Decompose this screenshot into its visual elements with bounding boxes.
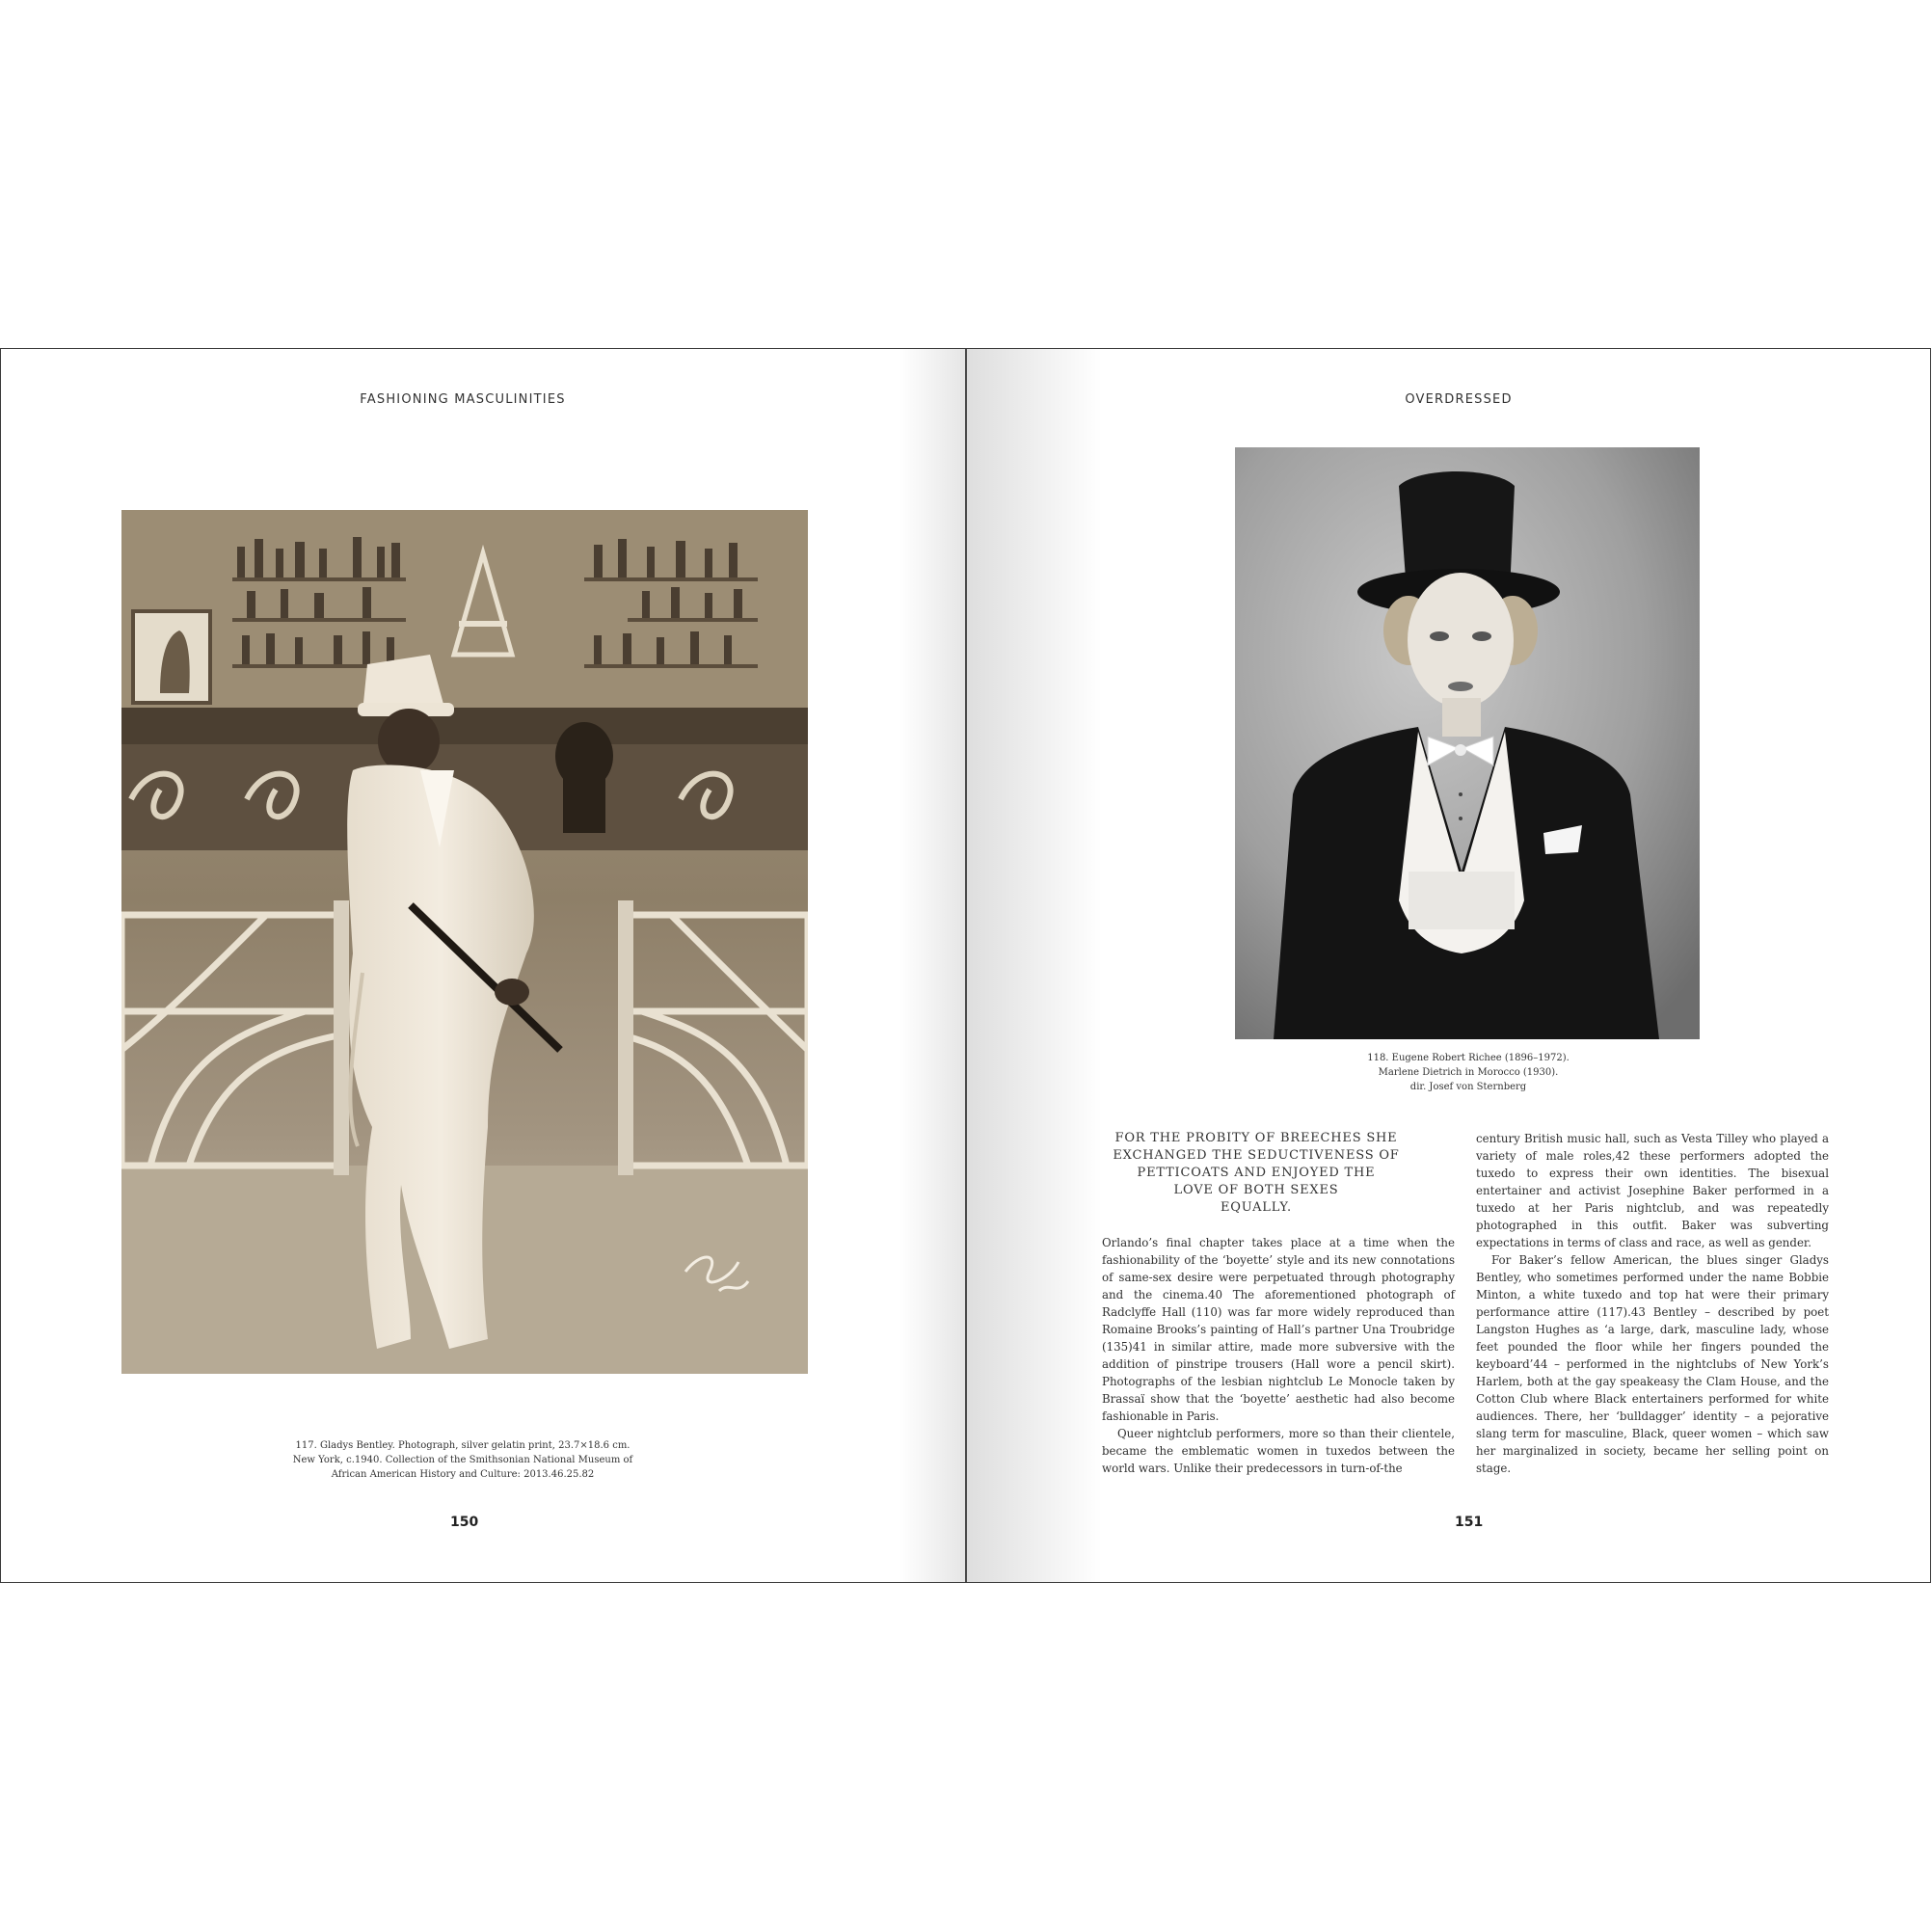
body-column-right xyxy=(1476,1130,1829,1477)
pull-quote-line: EXCHANGED THE SEDUCTIVENESS OF xyxy=(1113,1148,1400,1163)
running-head-left: FASHIONING MASCULINITIES xyxy=(360,392,566,407)
caption-line: Marlene Dietrich in Morocco (1930). xyxy=(1378,1067,1559,1078)
paragraph: Orlando’s final chapter takes place at a time when the fashionability of the ‘boyette’ style and its new connotations of same-sex desire were perpetuated through photography and the cinema.40 The aforementioned photograph of Radclyffe Hall (110) was far more widely reproduced than Romaine Brooks’s painting of Hall’s partner Una Troubridge (135)41 in similar attire, made more subversive with the addition of pinstripe trousers (Hall wore a pencil skirt). Photographs of the lesbian nightclub Le Monocle taken by Brassaï show that the ‘boyette’ aesthetic had also become fashionable in Paris. xyxy=(1102,1236,1455,1423)
paragraph: For Baker’s fellow American, the blues singer Gladys Bentley, who sometimes performed under the name Bobbie Minton, a white tuxedo and top hat were their primary performance attire (117).43 Bentley – described by poet Langston Hughes as ‘a large, dark, masculine lady, whose feet pounded the floor while her fingers pounded the keyboard’44 – performed in the nightclubs of New York’s Harlem, both at the gay speakeasy the Clam House, and the Cotton Club where Black entertainers performed for white audiences. There, her ‘bulldagger’ identity – a pejorative slang term for masculine, Black, queer women – which saw her marginalized in society, became her selling point on stage. xyxy=(1476,1253,1829,1475)
pull-quote-line: EQUALLY. xyxy=(1221,1200,1292,1215)
caption-line: 117. Gladys Bentley. Photograph, silver gelatin print, 23.7×18.6 cm. xyxy=(295,1440,631,1451)
body-column-left xyxy=(1102,1234,1455,1477)
caption-line: New York, c.1940. Collection of the Smithsonian National Museum of xyxy=(292,1455,633,1465)
right-page xyxy=(967,349,1930,1582)
pull-quote-line: PETTICOATS AND ENJOYED THE xyxy=(1137,1166,1376,1180)
running-head-right: OVERDRESSED xyxy=(1405,392,1513,407)
figure-caption-117 xyxy=(266,1438,659,1482)
pull-quote xyxy=(1102,1130,1410,1217)
book-spread xyxy=(0,348,1931,1583)
photo-gladys-bentley xyxy=(121,510,808,1374)
figure-caption-118 xyxy=(1343,1051,1594,1094)
page-number-left: 150 xyxy=(450,1515,479,1530)
page-number-right: 151 xyxy=(1455,1515,1484,1530)
gutter-shadow xyxy=(967,349,1102,1582)
gutter-shadow xyxy=(899,349,966,1582)
paragraph: Queer nightclub performers, more so than their clientele, became the emblematic women in tuxedos between the world wars. Unlike their predecessors in turn-of-the xyxy=(1102,1427,1455,1475)
photo-marlene-dietrich xyxy=(1235,447,1700,1039)
caption-line: African American History and Culture: 2013.46.25.82 xyxy=(331,1469,595,1480)
left-page xyxy=(1,349,966,1582)
pull-quote-line: LOVE OF BOTH SEXES xyxy=(1173,1183,1339,1197)
paragraph: century British music hall, such as Vesta Tilley who played a variety of male roles,42 these performers adopted the tuxedo to express their own identities. The bisexual entertainer and activist Josephine Baker performed in a tuxedo at her Paris nightclub, and was repeatedly photographed in this outfit. Baker was subverting expectations in terms of class and race, as well as gender. xyxy=(1476,1132,1829,1249)
pull-quote-line: FOR THE PROBITY OF BREECHES SHE xyxy=(1114,1131,1398,1145)
caption-line: 118. Eugene Robert Richee (1896–1972). xyxy=(1367,1053,1570,1063)
caption-line: dir. Josef von Sternberg xyxy=(1409,1082,1527,1092)
